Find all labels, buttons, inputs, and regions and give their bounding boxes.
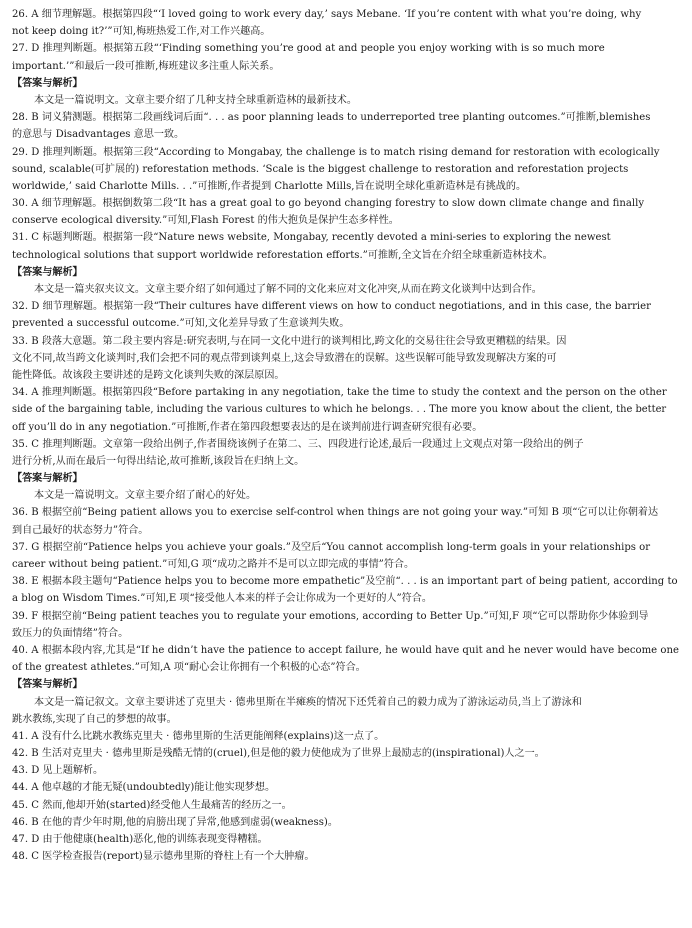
answer-item: 44. A 他卓越的才能无疑(undoubtedly)能让他实现梦想。 xyxy=(12,782,276,794)
answer-item: 45. C 然而,他却开始(started)经受他人生最痛苦的经历之一。 xyxy=(12,799,292,811)
answer-item: 41. A 没有什么比跳水教练克里夫 · 德弗里斯的生活更能阐释(explains)这一点了。 xyxy=(12,730,385,742)
answer-continuation: 到自己最好的状态努力”符合。 xyxy=(12,524,149,536)
answer-item: 35. C 推理判断题。文章第一段给出例子,作者围绕该例子在第二、三、四段进行论述,最后一段通过上文观点对第一段给出的例子 xyxy=(12,438,584,450)
answer-item: 47. D 由于他健康(health)恶化,他的训练表现变得糟糕。 xyxy=(12,834,268,845)
answer-continuation: worldwide,’ said Charlotte Mills. . .”可推断,作者提到 Charlotte Mills,旨在说明全球化重新造林是有挑战的。 xyxy=(12,180,527,192)
section-heading: 【答案与解析】 xyxy=(12,77,83,89)
answer-continuation: not keep doing it?’”可知,梅班热爱工作,对工作兴趣高。 xyxy=(12,26,271,38)
answer-item: 48. C 医学检查报告(report)显示德弗里斯的脊柱上有一个大肿瘤。 xyxy=(12,851,315,863)
answer-key-document xyxy=(12,6,680,865)
answer-continuation: conserve ecological diversity.”可知,Flash Forest 的伟大抱负是保护生态多样性。 xyxy=(12,215,399,227)
answer-item: 29. D 推理判断题。根据第三段“According to Mongabay, the challenge is to match rising demand for restoration with ecologically xyxy=(12,146,660,158)
answer-item: 46. B 在他的青少年时期,他的肩膀出现了异常,他感到虚弱(weakness)。 xyxy=(12,816,338,828)
answer-item: 43. D 见上题解析。 xyxy=(12,765,104,777)
answer-continuation: career without being patient.”可知,G 项“成功之路并不是可以立即完成的事情”符合。 xyxy=(12,559,415,570)
answer-item: 31. C 标题判断题。根据第一段“Nature news website, Mongabay, recently devoted a mini-series to exploring the newest xyxy=(12,232,611,244)
answer-item: 32. D 细节理解题。根据第一段“Their cultures have different views on how to conduct negotiations, and in this case, the barrier xyxy=(12,301,651,313)
answer-continuation: prevented a successful outcome.”可知,文化差异导致了生意谈判失败。 xyxy=(12,318,350,330)
answer-continuation: sound, scalable(可扩展的) reforestation methods. ‘Scale is the biggest challenge to restoration and reforestation projects xyxy=(12,163,629,175)
answer-continuation: of the greatest athletes.”可知,A 项“耐心会让你拥有一个积极的心态”符合。 xyxy=(12,662,366,674)
passage-summary: 本文是一篇记叙文。文章主要讲述了克里夫 · 德弗里斯在半瘫痪的情况下还凭着自己的毅力成为了游泳运动员,当上了游泳和 xyxy=(34,696,582,708)
answer-item: 27. D 推理判断题。根据第五段“‘Finding something you’re good at and people you enjoy working with is so much more xyxy=(12,43,605,55)
section-heading: 【答案与解析】 xyxy=(12,679,83,691)
answer-item: 42. B 生活对克里夫 · 德弗里斯是残酷无情的(cruel),但是他的毅力使他成为了世界上最励志的(inspirational)人之一。 xyxy=(12,748,545,760)
answer-item: 40. A 根据本段内容,尤其是“If he didn’t have the patience to accept failure, he would have quit and he never would have become one xyxy=(12,644,679,656)
answer-item: 38. E 根据本段主题句“Patience helps you to become more empathetic”及空前“. . . is an important part of being patient, according to xyxy=(12,576,678,588)
passage-summary: 本文是一篇夹叙夹议文。文章主要介绍了如何通过了解不同的文化来应对文化冲突,从而在跨文化谈判中达到合作。 xyxy=(34,284,542,295)
answer-item: 28. B 词义猜测题。根据第二段画线词后面“. . . as poor planning leads to underreported tree planting outcomes.”可推断,blemishes xyxy=(12,112,651,124)
answer-continuation: 致压力的负面情绪”符合。 xyxy=(12,627,129,639)
answer-continuation: 进行分析,从而在最后一句得出结论,故可推断,该段旨在归纳上文。 xyxy=(12,455,305,467)
answer-continuation: 跳水教练,实现了自己的梦想的故事。 xyxy=(12,713,177,725)
answer-item: 34. A 推理判断题。根据第四段“Before partaking in any negotiation, take the time to study the context and the person on the other xyxy=(12,387,667,399)
section-heading: 【答案与解析】 xyxy=(12,266,83,278)
answer-continuation: important.’”和最后一段可推断,梅班建议多注重人际关系。 xyxy=(12,60,280,72)
passage-summary: 本文是一篇说明文。文章主要介绍了几种支持全球重新造林的最新技术。 xyxy=(34,94,357,106)
answer-continuation: side of the bargaining table, including the various cultures to which he belongs. . . The more you know about the client, the better xyxy=(12,404,667,416)
answer-item: 30. A 细节理解题。根据倒数第二段“It has a great goal to go beyond changing forestry to slow down climate change and finally xyxy=(12,198,645,210)
answer-continuation: 的意思与 Disadvantages 意思一致。 xyxy=(12,129,185,141)
answer-continuation: technological solutions that support worldwide reforestation efforts.”可推断,全文旨在介绍全球重新造林技术。 xyxy=(12,249,553,261)
answer-item: 33. B 段落大意题。第二段主要内容是:研究表明,与在同一文化中进行的谈判相比,跨文化的交易往往会导致更糟糕的结果。因 xyxy=(12,335,567,347)
answer-item: 37. G 根据空前“Patience helps you achieve your goals.”及空后“You cannot accomplish long-term goals in your relationships or xyxy=(12,541,651,553)
passage-summary: 本文是一篇说明文。文章主要介绍了耐心的好处。 xyxy=(34,490,257,502)
answer-continuation: off you’ll do in any negotiation.”可推断,作者在第四段想要表达的是在谈判前进行调查研究很有必要。 xyxy=(12,421,483,433)
answer-item: 39. F 根据空前“Being patient teaches you to regulate your emotions, according to Better Up.”可知,F 项“它可以帮助你少体验到导 xyxy=(12,610,649,622)
answer-continuation: 文化不同,故当跨文化谈判时,我们会把不同的观点带到谈判桌上,这会导致潜在的误解。这些误解可能导致发现解决方案的可 xyxy=(12,352,557,364)
answer-continuation: a blog on Wisdom Times.”可知,E 项“接受他人本来的样子会让你成为一个更好的人”符合。 xyxy=(12,593,432,605)
answer-item: 26. A 细节理解题。根据第四段“‘I loved going to work every day,’ says Mebane. ‘If you’re content with what you’re doing, why xyxy=(12,9,642,20)
text-lines xyxy=(12,6,680,865)
section-heading: 【答案与解析】 xyxy=(12,473,83,485)
answer-continuation: 能性降低。故该段主要讲述的是跨文化谈判失败的深层原因。 xyxy=(12,369,285,381)
answer-item: 36. B 根据空前“Being patient allows you to exercise self-control when things are not going your way.”可知 B 项“它可以让你朝着达 xyxy=(12,507,659,519)
